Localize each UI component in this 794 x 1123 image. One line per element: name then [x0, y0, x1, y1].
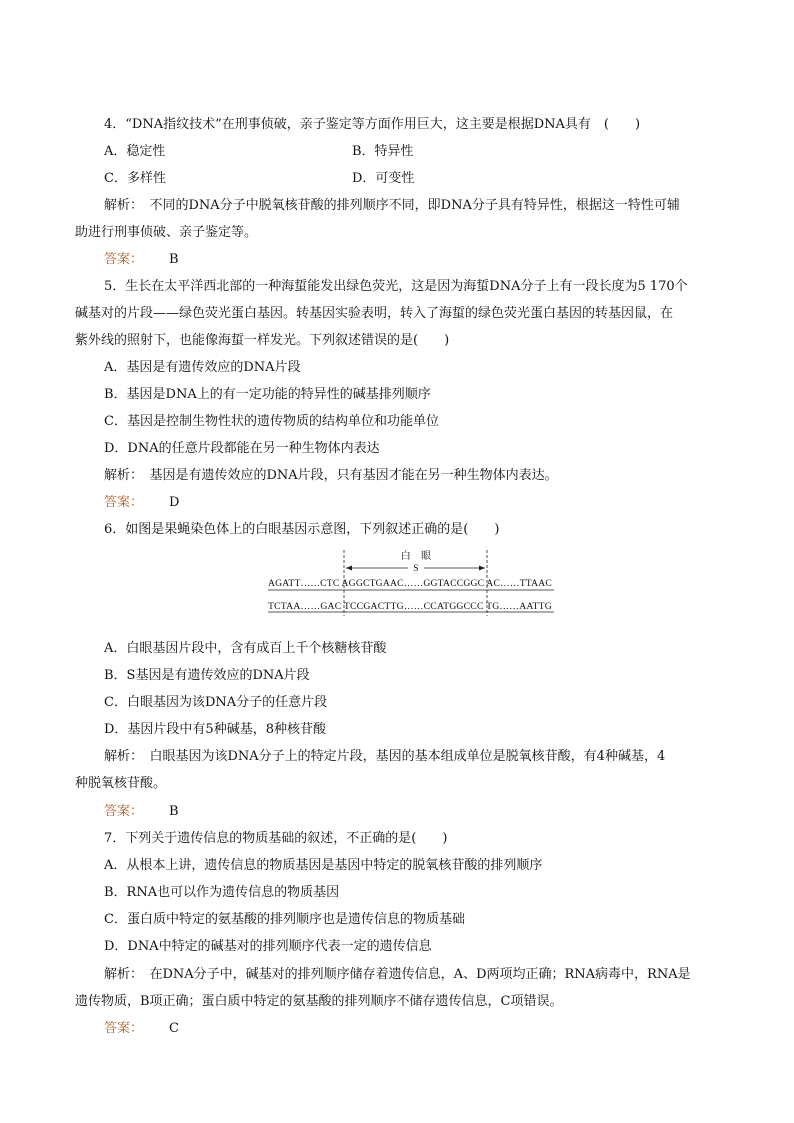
- answer-value: B: [169, 804, 179, 819]
- white-eye-gene-diagram: [266, 548, 558, 618]
- answer-value: B: [169, 252, 179, 267]
- q5-option-d: D．DNA的任意片段都能在另一种生物体内表达: [104, 441, 380, 456]
- q7-analysis-line-1: 解析： 在DNA分子中，碱基对的排列顺序储存着遗传信息，A、D两项均正确；RNA病毒中，RNA是: [104, 967, 691, 982]
- q7-analysis-line-2: 遗传物质，B项正确；蛋白质中特定的氨基酸的排列顺序不储存遗传信息，C项错误。: [75, 994, 563, 1009]
- s-label: S: [413, 564, 419, 574]
- gene-label: 白 眼: [400, 551, 432, 562]
- q6-analysis-line-1: 解析： 白眼基因为该DNA分子上的特定片段，基因的基本组成单位是脱氧核苷酸，有4种碱基，4: [104, 749, 666, 764]
- bottom-strand-sequence: TCTAA……GAC TCCGACTTG……CCATGGCCC TG……AATTG: [268, 602, 552, 612]
- q4-option-c: C．多样性: [104, 171, 166, 186]
- q6-option-a: A．白眼基因片段中，含有成百上千个核糖核苷酸: [104, 641, 387, 656]
- q4-option-d: D．可变性: [352, 171, 415, 186]
- q5-stem-line-1: 5．生长在太平洋西北部的一种海蜇能发出绿色荧光，这是因为海蜇DNA分子上有一段长度为5 170个: [104, 279, 688, 294]
- q5-answer: [104, 494, 179, 512]
- answer-value: D: [169, 495, 180, 510]
- q4-stem: 4．“DNA指纹技术”在刑事侦破，亲子鉴定等方面作用巨大，这主要是根据DNA具有 ( ): [104, 117, 641, 132]
- q6-option-d: D．基因片段中有5种碱基，8种核苷酸: [104, 722, 326, 737]
- gene-diagram-svg: [266, 548, 558, 618]
- q7-option-d: D．DNA中特定的碱基对的排列顺序代表一定的遗传信息: [104, 939, 432, 954]
- q4-analysis-line-1: 解析： 不同的DNA分子中脱氧核苷酸的排列顺序不同，即DNA分子具有特异性，根据这一特性可辅: [104, 198, 680, 213]
- q7-option-a: A．从根本上讲，遗传信息的物质基因是基因中特定的脱氧核苷酸的排列顺序: [104, 858, 543, 873]
- q5-option-c: C．基因是控制生物性状的遗传物质的结构单位和功能单位: [104, 414, 439, 429]
- q7-answer: [104, 1020, 179, 1038]
- q4-analysis-line-2: 助进行刑事侦破、亲子鉴定等。: [75, 225, 258, 240]
- q6-option-c: C．白眼基因为该DNA分子的任意片段: [104, 695, 328, 710]
- q4-option-row-1: [104, 143, 165, 161]
- q4-answer: [104, 251, 179, 269]
- q5-option-b: B．基因是DNA上的有一定功能的特异性的碱基排列顺序: [104, 387, 431, 402]
- q6-answer: [104, 803, 179, 821]
- q7-option-c: C．蛋白质中特定的氨基酸的排列顺序也是遗传信息的物质基础: [104, 912, 465, 927]
- q5-option-a: A．基因是有遗传效应的DNA片段: [104, 360, 301, 375]
- q5-stem-line-2: 碱基对的片段——绿色荧光蛋白基因。转基因实验表明，转入了海蜇的绿色荧光蛋白基因的转基因鼠，在: [75, 306, 674, 321]
- q6-analysis-line-2: 种脱氧核苷酸。: [75, 776, 167, 791]
- top-strand-sequence: AGATT……CTC AGGCTGAAC……GGTACCGGC AC……TTAAC: [268, 579, 552, 589]
- q4-option-b: B．特异性: [352, 144, 414, 159]
- answer-label: 答案：: [104, 252, 144, 267]
- q6-stem: 6．如图是果蝇染色体上的白眼基因示意图，下列叙述正确的是( ): [104, 522, 500, 537]
- answer-label: 答案：: [104, 804, 144, 819]
- answer-label: 答案：: [104, 1021, 144, 1036]
- q6-option-b: B．S基因是有遗传效应的DNA片段: [104, 668, 310, 683]
- q7-option-b: B．RNA也可以作为遗传信息的物质基因: [104, 885, 340, 900]
- answer-label: 答案：: [104, 495, 144, 510]
- answer-value: C: [169, 1021, 179, 1036]
- q4-option-a: A．稳定性: [104, 144, 166, 159]
- q5-stem-line-3: 紫外线的照射下，也能像海蜇一样发光。下列叙述错误的是( ): [75, 333, 450, 348]
- q7-stem: 7．下列关于遗传信息的物质基础的叙述，不正确的是( ): [104, 831, 448, 846]
- arrowhead-right-icon: [479, 566, 485, 571]
- arrowhead-left-icon: [346, 566, 352, 571]
- q5-analysis: 解析： 基因是有遗传效应的DNA片段，只有基因才能在另一种生物体内表达。: [104, 468, 558, 483]
